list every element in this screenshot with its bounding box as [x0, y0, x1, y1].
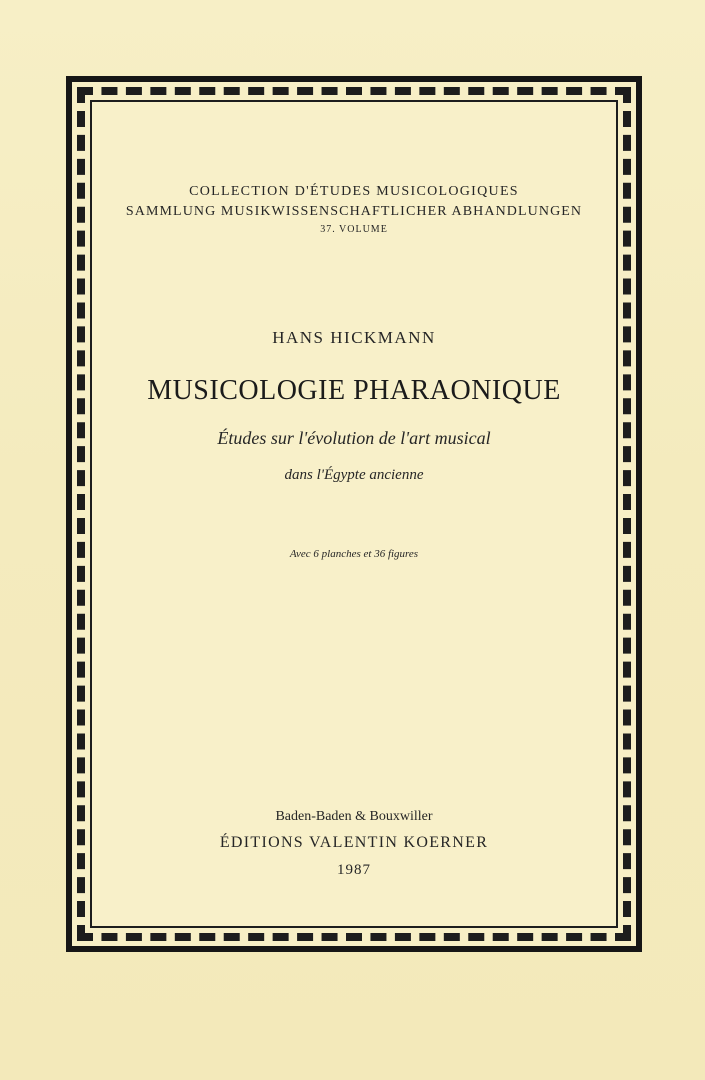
- book-title: MUSICOLOGIE PHARAONIQUE: [147, 375, 561, 406]
- author-name: HANS HICKMANN: [272, 328, 436, 347]
- ornamental-border: [66, 76, 642, 952]
- series-title-french: COLLECTION D'ÉTUDES MUSICOLOGIQUES: [189, 184, 519, 199]
- publication-year: 1987: [337, 862, 371, 878]
- series-title-german: SAMMLUNG MUSIKWISSENSCHAFTLICHER ABHANDLUNGEN: [125, 204, 583, 219]
- series-volume: 37. VOLUME: [320, 224, 388, 235]
- title-page-panel: [90, 100, 618, 928]
- publication-place: Baden-Baden & Bouxwiller: [275, 809, 433, 824]
- illustrations-note: Avec 6 planches et 36 figures: [289, 548, 419, 560]
- publisher-name: ÉDITIONS VALENTIN KOERNER: [219, 834, 489, 851]
- subtitle-line-2: dans l'Égypte ancienne: [284, 467, 424, 483]
- subtitle-line-1: Études sur l'évolution de l'art musical: [217, 428, 491, 448]
